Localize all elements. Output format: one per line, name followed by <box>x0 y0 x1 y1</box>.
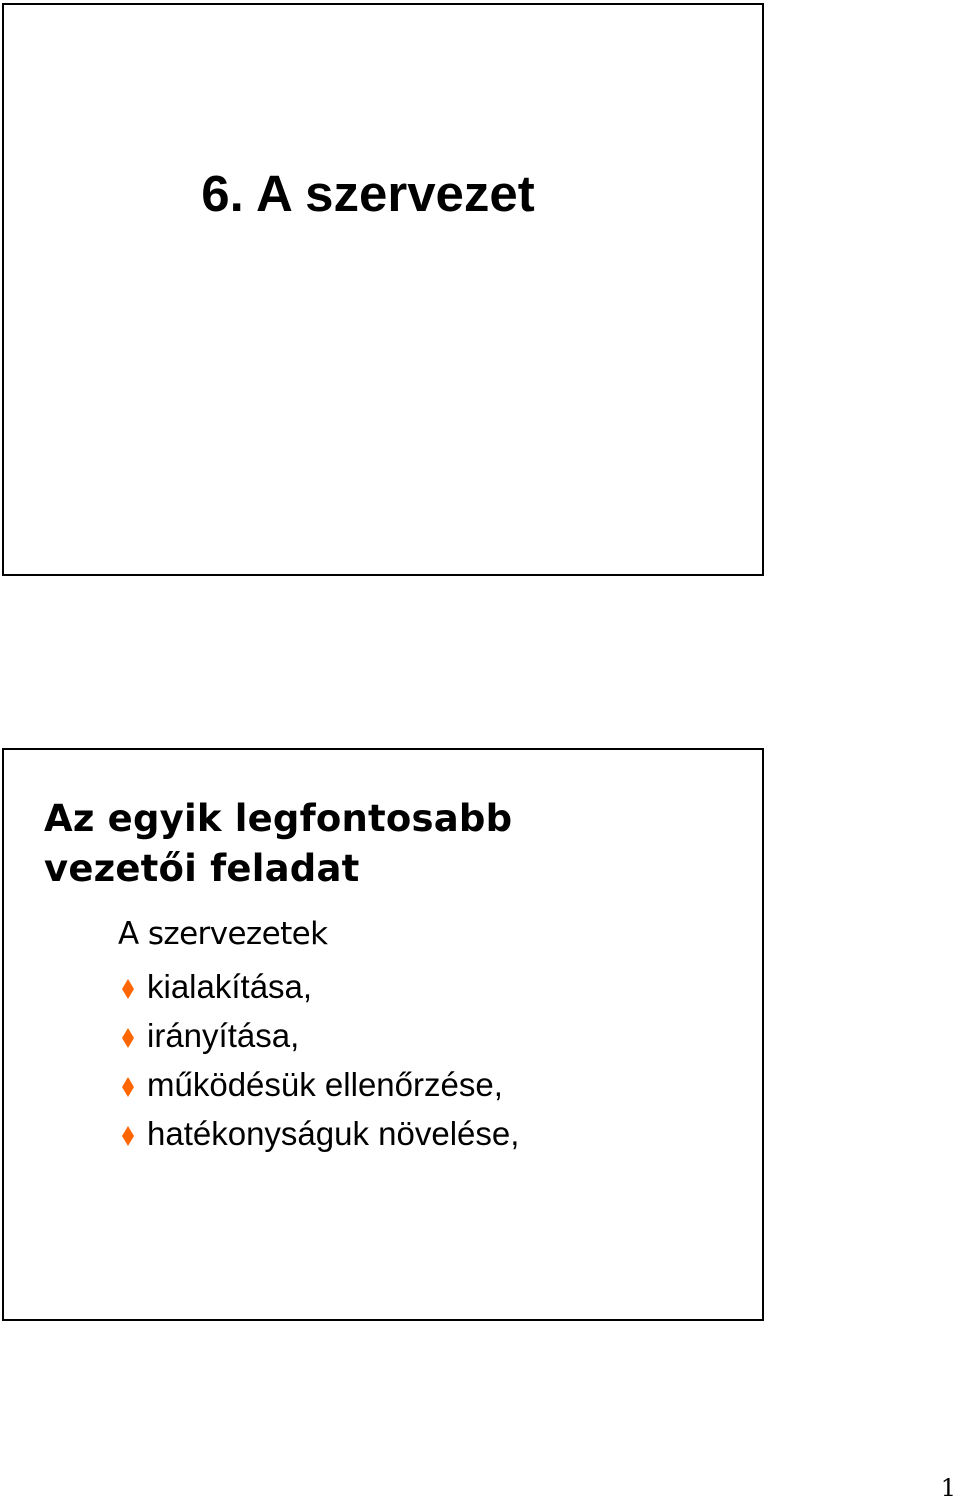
bullet-list <box>122 962 519 1158</box>
list-item <box>122 1060 519 1109</box>
bullet-text: működésük ellenőrzése, <box>147 1065 503 1103</box>
list-item <box>122 962 519 1011</box>
diamond-bullet-icon <box>122 1028 134 1048</box>
slide-2-intro: A szervezetek <box>118 916 328 952</box>
diamond-bullet-icon <box>122 1126 134 1146</box>
diamond-bullet-icon <box>122 1077 134 1097</box>
list-item <box>122 1011 519 1060</box>
slide-2-title-line-2: vezetői feladat <box>44 847 360 890</box>
diamond-bullet-icon <box>122 979 134 999</box>
slide-2-title-line-1: Az egyik legfontosabb <box>44 797 513 840</box>
slide-1 <box>2 3 764 576</box>
list-item <box>122 1109 519 1158</box>
slide-2-title <box>44 794 512 894</box>
slide-2 <box>2 748 764 1321</box>
page-number: 1 <box>940 1474 956 1502</box>
slide-1-title: 6. A szervezet <box>201 165 535 222</box>
bullet-text: kialakítása, <box>147 967 313 1005</box>
bullet-text: hatékonyságuk növelése, <box>147 1114 520 1152</box>
bullet-text: irányítása, <box>147 1016 300 1054</box>
